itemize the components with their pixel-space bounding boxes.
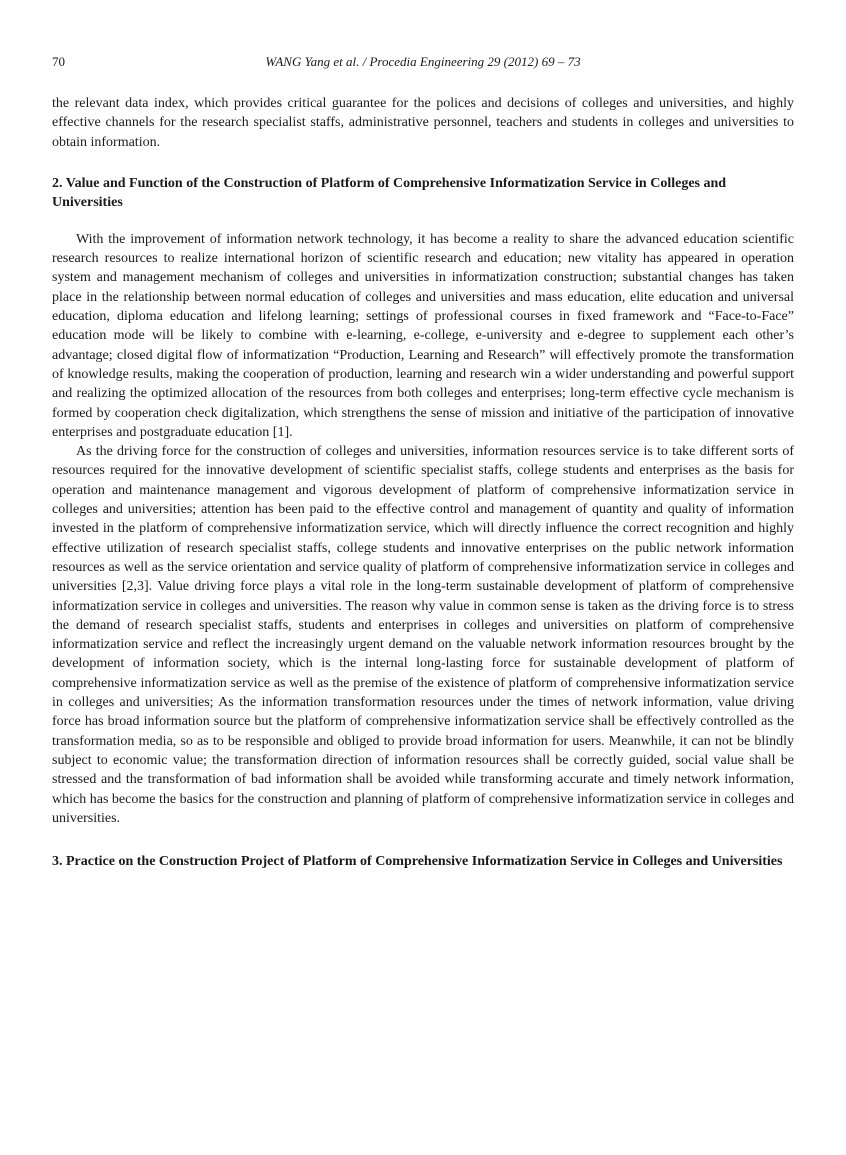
- section-2-paragraph-1: With the improvement of information network technology, it has become a reality to share the advanced education scientific research resources to realize international horizon of scientific research and education; new vitality has appeared in operation system and management mechanism of colleges and universities in informatization construction; substantial changes has taken place in the relationship between normal education of colleges and universities and mass education, elite education and universal education, diploma education and lifelong learning; settings of professional courses in fixed framework and “Face-to-Face” education mode will be likely to combine with e-learning, e-college, e-university and e-degree to supplement each other’s advantage; closed digital flow of informatization “Production, Learning and Research” will effectively promote the transformation of knowledge results, making the cooperation of production, learning and research win a wider understanding and powerful support and realizing the optimized allocation of the resources from both colleges and enterprises; long-term effective cycle mechanism is formed by cooperation check digitalization, which strengthens the sense of mission and initiative of the participation of innovative enterprises and postgraduate education [1].: [52, 231, 794, 440]
- section-2-heading: 2. Value and Function of the Construction of Platform of Comprehensive Informatization Service in Colleges and Universities: [52, 175, 727, 211]
- running-head: WANG Yang et al. / Procedia Engineering 29 (2012) 69 – 73: [265, 54, 581, 69]
- page-header: [52, 54, 794, 74]
- section-2-paragraph-2: As the driving force for the construction of colleges and universities, information resources service is to take different sorts of resources required for the innovative development of scientific specialist staffs, college students and enterprises as the basis for operation and maintenance management and vigorous development of platform of comprehensive informatization service in colleges and universities; attention has been paid to the effective control and management of quantity and quality of information invested in the platform of comprehensive informatization service, which will directly influence the correct recognition and highly effective utilization of research specialist staffs, college students and innovative enterprises on the public network information resources as well as the service orientation and service quality of platform of comprehensive informatization service in colleges and universities [2,3]. Value driving force plays a vital role in the long-term sustainable development of platform of comprehensive informatization service in colleges and universities. The reason why value in common sense is taken as the driving force is to stress the demand of research specialist staffs, students and enterprises in colleges and universities on platform of comprehensive informatization service and reflect the increasingly urgent demand on the valuable network information resources brought by the development of information society, which is the internal long-lasting force for sustainable development of platform of comprehensive informatization service as well as the premise of the existence of platform of comprehensive informatization service in colleges and universities; As the information transformation resources under the times of network information, value driving force has broad information source but the platform of comprehensive informatization service shall be effectively controlled as the transformation media, so as to be responsible and obliged to provide broad information for users. Meanwhile, it can not be blindly subject to economic value; the transformation direction of information resources shall be correctly guided, social value shall be stressed and the transformation of bad information shall be avoided while transforming accurate and timely network information, which has become the basics for the construction and planning of platform of comprehensive informatization service in colleges and universities.: [52, 444, 794, 826]
- section-3-heading: 3. Practice on the Construction Project of Platform of Comprehensive Informatization Service in Colleges and Universities: [52, 854, 783, 870]
- paragraph-intro-continuation: the relevant data index, which provides critical guarantee for the polices and decisions of colleges and universities, and highly effective channels for the research specialist staffs, administrative personnel, teachers and students in colleges and universities to obtain information.: [52, 96, 794, 150]
- paper-body: [52, 94, 794, 872]
- page-number: 70: [52, 54, 65, 69]
